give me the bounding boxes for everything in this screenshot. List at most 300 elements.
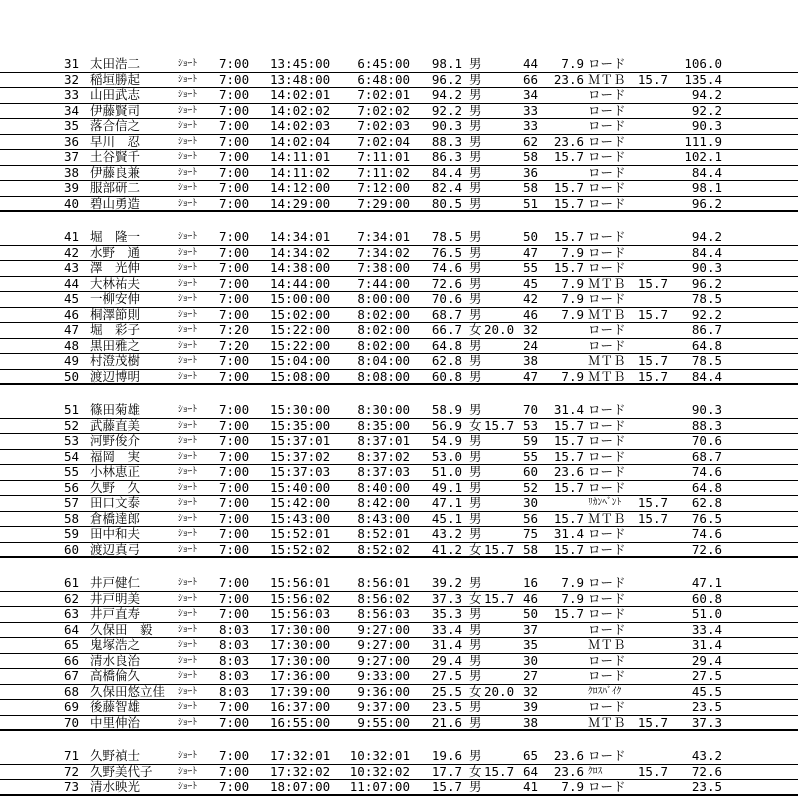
arrival-time: 14:34:01 <box>270 229 331 244</box>
age: 36 <box>523 164 539 180</box>
age: 50 <box>523 229 539 244</box>
participant-name: 清水良治 <box>90 653 141 668</box>
total-score: 135.4 <box>684 71 722 87</box>
elapsed-time: 7:12:00 <box>357 180 410 195</box>
arrival-time: 15:42:00 <box>270 495 331 510</box>
elapsed-time: 7:34:01 <box>357 229 410 244</box>
rank-points: 23.5 <box>431 699 462 714</box>
sex: 男 <box>469 652 482 668</box>
arrival-time: 15:30:00 <box>270 402 331 417</box>
elapsed-time: 8:52:01 <box>357 526 410 541</box>
age-bonus: 15.7 <box>553 229 584 244</box>
elapsed-time: 8:56:02 <box>357 590 410 606</box>
arrival-time: 15:52:01 <box>270 526 331 541</box>
sex: 男 <box>469 275 482 291</box>
age: 56 <box>523 510 539 526</box>
bike-category: ロード <box>588 479 626 495</box>
course-type: ｼｮｰﾄ <box>178 355 198 366</box>
participant-name: 倉橋達郎 <box>90 511 141 526</box>
entry-number: 66 <box>64 652 80 668</box>
rank-points: 66.7 <box>431 322 462 337</box>
age: 27 <box>523 668 539 683</box>
sex: 男 <box>469 229 482 244</box>
entry-number: 69 <box>64 699 80 714</box>
participant-name: 土谷賢千 <box>90 150 141 164</box>
age: 30 <box>523 495 539 510</box>
course-type: ｼｮｰﾄ <box>178 262 198 273</box>
elapsed-time: 7:38:00 <box>357 260 410 275</box>
sex: 男 <box>469 479 482 495</box>
total-score: 43.2 <box>691 748 722 763</box>
rank-points: 27.5 <box>431 668 462 683</box>
table-row <box>0 780 798 796</box>
participant-name: 久野禎士 <box>90 749 141 763</box>
bike-category: ロード <box>588 102 626 118</box>
elapsed-time: 7:29:00 <box>357 195 410 211</box>
age: 47 <box>523 368 539 384</box>
elapsed-time: 9:27:00 <box>357 637 410 652</box>
bike-bonus: 15.7 <box>637 306 668 322</box>
total-score: 96.2 <box>691 275 722 291</box>
entry-number: 67 <box>64 668 80 683</box>
start-time: 7:00 <box>219 417 250 433</box>
bike-bonus: 15.7 <box>637 714 668 730</box>
bike-bonus: 15.7 <box>637 71 668 87</box>
sex: 女 <box>469 763 482 779</box>
start-time: 7:00 <box>219 699 250 714</box>
rank-points: 58.9 <box>431 402 462 417</box>
age: 37 <box>523 621 539 637</box>
table-row <box>0 607 798 623</box>
course-type: ｼｮｰﾄ <box>178 466 198 477</box>
entry-number: 31 <box>64 56 80 71</box>
course-type: ｼｮｰﾄ <box>178 182 198 193</box>
entry-number: 40 <box>64 195 80 211</box>
participant-name: 伊藤良兼 <box>90 165 141 180</box>
course-type: ｼｮｰﾄ <box>178 58 198 69</box>
age-bonus: 7.9 <box>561 275 584 291</box>
course-type: ｼｮｰﾄ <box>178 435 198 446</box>
start-time: 7:00 <box>219 541 250 557</box>
participant-name: 伊藤賢司 <box>90 103 141 118</box>
age: 50 <box>523 606 539 621</box>
total-score: 90.3 <box>691 260 722 275</box>
rank-points: 41.2 <box>431 541 462 557</box>
entry-number: 65 <box>64 637 80 652</box>
sex: 男 <box>469 118 482 133</box>
sex: 男 <box>469 448 482 464</box>
course-type: ｼｮｰﾄ <box>178 166 198 178</box>
participant-name: 桐澤節則 <box>90 307 141 322</box>
age: 52 <box>523 479 539 495</box>
arrival-time: 17:30:00 <box>270 621 331 637</box>
bike-category: ロード <box>588 526 626 541</box>
elapsed-time: 7:34:02 <box>357 244 410 260</box>
bike-bonus: 15.7 <box>637 275 668 291</box>
rank-points: 92.2 <box>431 102 462 118</box>
sex: 男 <box>469 306 482 322</box>
elapsed-time: 8:02:00 <box>357 337 410 353</box>
participant-name: 武藤直美 <box>90 418 141 433</box>
total-score: 90.3 <box>691 402 722 417</box>
sex: 男 <box>469 699 482 714</box>
participant-name: 堀 彩子 <box>90 323 141 337</box>
rank-points: 70.6 <box>431 291 462 306</box>
bike-category: ロード <box>588 606 626 621</box>
age: 38 <box>523 353 539 368</box>
start-time: 7:00 <box>219 118 250 133</box>
total-score: 64.8 <box>691 479 722 495</box>
participant-name: 井戸明美 <box>90 591 141 606</box>
participant-name: 河野俊介 <box>90 434 141 448</box>
start-time: 7:00 <box>219 164 250 180</box>
total-score: 86.7 <box>691 322 722 337</box>
rank-points: 56.9 <box>431 417 462 433</box>
entry-number: 48 <box>64 337 80 353</box>
sex: 男 <box>469 433 482 448</box>
sex: 男 <box>469 606 482 621</box>
course-type: ｼｮｰﾄ <box>178 419 198 431</box>
bike-bonus: 15.7 <box>637 353 668 368</box>
bike-category: ロード <box>588 195 626 211</box>
rank-points: 54.9 <box>431 433 462 448</box>
participant-name: 後藤智雄 <box>90 700 141 714</box>
course-type: ｼｮｰﾄ <box>178 716 198 728</box>
entry-number: 61 <box>64 575 80 590</box>
rank-points: 25.5 <box>431 683 462 699</box>
table-row <box>0 496 798 512</box>
bike-category: ＭＴＢ <box>588 368 626 384</box>
start-time: 7:00 <box>219 575 250 590</box>
arrival-time: 15:00:00 <box>270 291 331 306</box>
course-type: ｼｮｰﾄ <box>178 135 198 147</box>
start-time: 7:00 <box>219 714 250 730</box>
total-score: 92.2 <box>691 102 722 118</box>
entry-number: 59 <box>64 526 80 541</box>
table-row <box>0 434 798 450</box>
age: 35 <box>523 637 539 652</box>
bike-category: ロード <box>588 133 626 149</box>
sex: 男 <box>469 714 482 730</box>
participant-name: 水野 通 <box>90 245 141 260</box>
rank-points: 33.4 <box>431 621 462 637</box>
bike-category: ロード <box>588 417 626 433</box>
arrival-time: 13:45:00 <box>270 56 331 71</box>
rank-points: 19.6 <box>431 748 462 763</box>
age: 55 <box>523 448 539 464</box>
female-bonus: 20.0 <box>484 683 515 699</box>
age: 38 <box>523 714 539 730</box>
bike-category: ロード <box>588 433 626 448</box>
age-bonus: 15.7 <box>553 149 584 164</box>
table-row <box>0 716 798 732</box>
age: 60 <box>523 464 539 479</box>
elapsed-time: 7:11:01 <box>357 149 410 164</box>
group-spacer <box>0 558 798 576</box>
participant-name: 山田武志 <box>90 88 141 102</box>
arrival-time: 14:34:02 <box>270 244 331 260</box>
age-bonus: 15.7 <box>553 510 584 526</box>
age-bonus: 15.7 <box>553 479 584 495</box>
rank-points: 47.1 <box>431 495 462 510</box>
table-row <box>0 339 798 355</box>
total-score: 74.6 <box>691 526 722 541</box>
total-score: 27.5 <box>691 668 722 683</box>
entry-number: 38 <box>64 164 80 180</box>
bike-category: ロード <box>588 337 626 353</box>
bike-category: ロード <box>588 779 626 794</box>
course-type: ｼｮｰﾄ <box>178 293 198 304</box>
arrival-time: 14:02:04 <box>270 133 331 149</box>
arrival-time: 15:56:03 <box>270 606 331 621</box>
entry-number: 35 <box>64 118 80 133</box>
table-row <box>0 543 798 559</box>
start-time: 7:00 <box>219 56 250 71</box>
entry-number: 42 <box>64 244 80 260</box>
elapsed-time: 8:35:00 <box>357 417 410 433</box>
entry-number: 37 <box>64 149 80 164</box>
bike-category: ロード <box>588 668 626 683</box>
start-time: 7:00 <box>219 433 250 448</box>
start-time: 7:00 <box>219 229 250 244</box>
participant-name: 小林恵正 <box>90 465 141 479</box>
bike-category: ロード <box>588 149 626 164</box>
age-bonus: 15.7 <box>553 541 584 557</box>
entry-number: 32 <box>64 71 80 87</box>
entry-number: 45 <box>64 291 80 306</box>
course-type: ｼｮｰﾄ <box>178 450 198 462</box>
rank-points: 37.3 <box>431 590 462 606</box>
bike-category: ＭＴＢ <box>588 71 626 87</box>
age-bonus: 15.7 <box>553 433 584 448</box>
rank-points: 74.6 <box>431 260 462 275</box>
total-score: 33.4 <box>691 621 722 637</box>
sex: 男 <box>469 337 482 353</box>
age-bonus: 31.4 <box>553 526 584 541</box>
participant-name: 久野美代子 <box>90 764 153 779</box>
table-row <box>0 419 798 435</box>
start-time: 7:00 <box>219 71 250 87</box>
rank-points: 90.3 <box>431 118 462 133</box>
entry-number: 44 <box>64 275 80 291</box>
arrival-time: 15:22:00 <box>270 322 331 337</box>
course-type: ｼｮｰﾄ <box>178 246 198 258</box>
age: 33 <box>523 102 539 118</box>
table-row <box>0 166 798 182</box>
participant-name: 鬼塚浩之 <box>90 638 141 652</box>
participant-name: 一柳安伸 <box>90 292 141 306</box>
arrival-time: 14:11:02 <box>270 164 331 180</box>
course-type: ｼｮｰﾄ <box>178 73 198 85</box>
participant-name: 井戸直寿 <box>90 607 141 621</box>
arrival-time: 15:56:02 <box>270 590 331 606</box>
table-row <box>0 749 798 765</box>
course-type: ｼｮｰﾄ <box>178 120 198 131</box>
table-row <box>0 88 798 104</box>
elapsed-time: 8:30:00 <box>357 402 410 417</box>
sex: 男 <box>469 510 482 526</box>
course-type: ｼｮｰﾄ <box>178 497 198 508</box>
elapsed-time: 8:43:00 <box>357 510 410 526</box>
age: 55 <box>523 260 539 275</box>
bike-category: ｸﾛｽﾊﾞｲｸ <box>588 685 622 697</box>
table-row <box>0 481 798 497</box>
start-time: 7:00 <box>219 87 250 102</box>
rank-points: 64.8 <box>431 337 462 353</box>
sex: 男 <box>469 102 482 118</box>
age: 34 <box>523 87 539 102</box>
sex: 男 <box>469 260 482 275</box>
arrival-time: 15:08:00 <box>270 368 331 384</box>
sex: 男 <box>469 164 482 180</box>
bike-category: ロード <box>588 699 626 714</box>
sex: 男 <box>469 526 482 541</box>
elapsed-time: 9:55:00 <box>357 714 410 730</box>
elapsed-time: 8:52:02 <box>357 541 410 557</box>
bike-category: ロード <box>588 590 626 606</box>
table-row <box>0 700 798 716</box>
table-row <box>0 654 798 670</box>
age-bonus: 15.7 <box>553 260 584 275</box>
total-score: 106.0 <box>684 56 722 71</box>
rank-points: 62.8 <box>431 353 462 368</box>
start-time: 7:00 <box>219 244 250 260</box>
arrival-time: 17:32:01 <box>270 748 331 763</box>
participant-name: 澤 光伸 <box>90 261 141 275</box>
table-row <box>0 119 798 135</box>
rank-points: 21.6 <box>431 714 462 730</box>
bike-category: ＭＴＢ <box>588 275 626 291</box>
course-type: ｼｮｰﾄ <box>178 654 198 666</box>
rank-points: 96.2 <box>431 71 462 87</box>
bike-category: ロード <box>588 118 626 133</box>
entry-number: 51 <box>64 402 80 417</box>
entry-number: 60 <box>64 541 80 557</box>
arrival-time: 17:30:00 <box>270 637 331 652</box>
total-score: 88.3 <box>691 417 722 433</box>
start-time: 7:00 <box>219 195 250 211</box>
total-score: 78.5 <box>691 353 722 368</box>
participant-name: 清水映光 <box>90 780 141 794</box>
start-time: 7:00 <box>219 260 250 275</box>
elapsed-time: 6:45:00 <box>357 56 410 71</box>
participant-name: 井戸健仁 <box>90 576 141 590</box>
entry-number: 73 <box>64 779 80 794</box>
sex: 男 <box>469 575 482 590</box>
age: 70 <box>523 402 539 417</box>
course-type: ｼｮｰﾄ <box>178 404 198 415</box>
age-bonus: 7.9 <box>561 368 584 384</box>
arrival-time: 17:32:02 <box>270 763 331 779</box>
sex: 男 <box>469 495 482 510</box>
rank-points: 45.1 <box>431 510 462 526</box>
table-row <box>0 623 798 639</box>
age: 46 <box>523 306 539 322</box>
start-time: 7:00 <box>219 353 250 368</box>
age-bonus: 7.9 <box>561 779 584 794</box>
elapsed-time: 8:56:01 <box>357 575 410 590</box>
sex: 男 <box>469 149 482 164</box>
age-bonus: 7.9 <box>561 244 584 260</box>
entry-number: 57 <box>64 495 80 510</box>
bike-category: ロード <box>588 621 626 637</box>
table-row <box>0 230 798 246</box>
table-row <box>0 73 798 89</box>
course-type: ｼｮｰﾄ <box>178 765 198 777</box>
table-row <box>0 370 798 386</box>
start-time: 8:03 <box>219 637 250 652</box>
entry-number: 62 <box>64 590 80 606</box>
total-score: 76.5 <box>691 510 722 526</box>
elapsed-time: 9:33:00 <box>357 668 410 683</box>
age: 46 <box>523 590 539 606</box>
table-row <box>0 403 798 419</box>
table-row <box>0 592 798 608</box>
start-time: 8:03 <box>219 652 250 668</box>
results-sheet <box>0 57 798 796</box>
course-type: ｼｮｰﾄ <box>178 308 198 320</box>
sex: 男 <box>469 244 482 260</box>
entry-number: 52 <box>64 417 80 433</box>
bike-category: ロード <box>588 260 626 275</box>
rank-points: 49.1 <box>431 479 462 495</box>
course-type: ｼｮｰﾄ <box>178 781 198 792</box>
participant-name: 中里伸治 <box>90 715 141 730</box>
rank-points: 35.3 <box>431 606 462 621</box>
course-type: ｼｮｰﾄ <box>178 577 198 588</box>
course-type: ｼｮｰﾄ <box>178 370 198 382</box>
age: 64 <box>523 763 539 779</box>
age: 51 <box>523 195 539 211</box>
rank-points: 15.7 <box>431 779 462 794</box>
rank-points: 51.0 <box>431 464 462 479</box>
participant-name: 福岡 実 <box>90 449 141 464</box>
entry-number: 47 <box>64 322 80 337</box>
table-row <box>0 685 798 701</box>
sex: 男 <box>469 668 482 683</box>
table-row <box>0 261 798 277</box>
total-score: 31.4 <box>691 637 722 652</box>
entry-number: 36 <box>64 133 80 149</box>
arrival-time: 15:56:01 <box>270 575 331 590</box>
bike-category: ロード <box>588 87 626 102</box>
total-score: 78.5 <box>691 291 722 306</box>
age-bonus: 23.6 <box>553 748 584 763</box>
age-bonus: 15.7 <box>553 195 584 211</box>
age: 58 <box>523 149 539 164</box>
elapsed-time: 10:32:02 <box>349 763 410 779</box>
age-bonus: 15.7 <box>553 606 584 621</box>
age-bonus: 15.7 <box>553 180 584 195</box>
start-time: 7:00 <box>219 464 250 479</box>
arrival-time: 16:37:00 <box>270 699 331 714</box>
start-time: 7:00 <box>219 306 250 322</box>
total-score: 62.8 <box>691 495 722 510</box>
course-type: ｼｮｰﾄ <box>178 151 198 162</box>
elapsed-time: 9:27:00 <box>357 652 410 668</box>
sex: 女 <box>469 322 482 337</box>
sex: 女 <box>469 541 482 557</box>
total-score: 96.2 <box>691 195 722 211</box>
arrival-time: 15:35:00 <box>270 417 331 433</box>
rank-points: 76.5 <box>431 244 462 260</box>
start-time: 8:03 <box>219 668 250 683</box>
bike-category: ロード <box>588 164 626 180</box>
participant-name: 黒田雅之 <box>90 338 141 353</box>
age-bonus: 7.9 <box>561 575 584 590</box>
total-score: 29.4 <box>691 652 722 668</box>
group-spacer <box>0 731 798 749</box>
